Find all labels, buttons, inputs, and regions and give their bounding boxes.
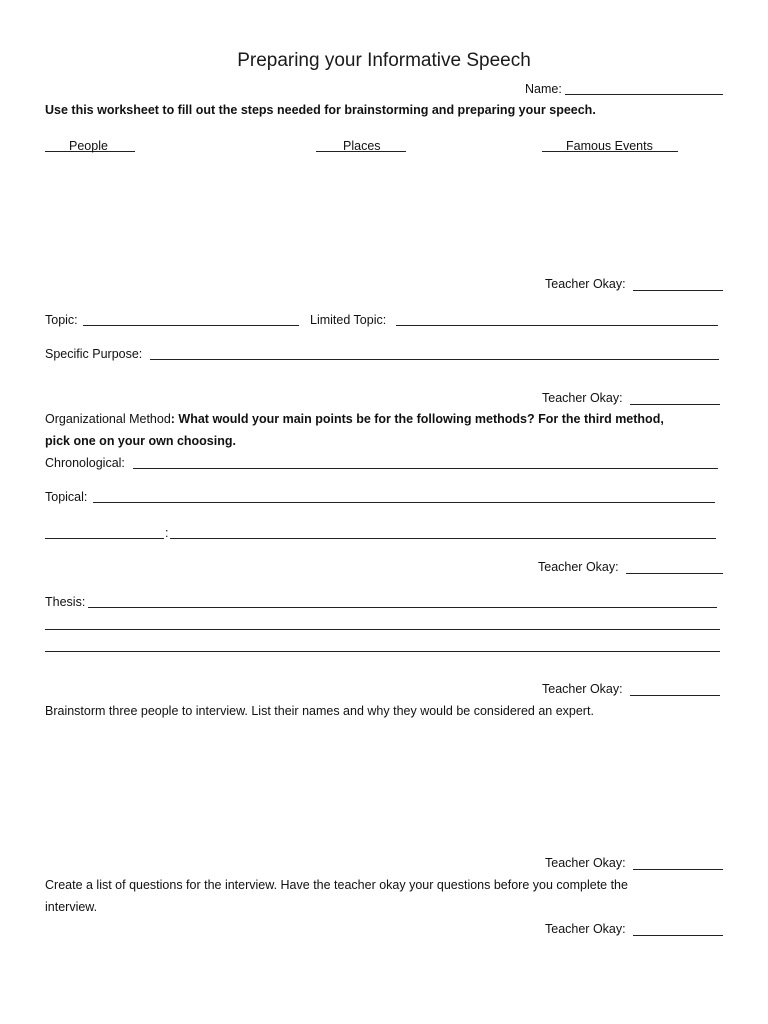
name-field-label: Name:	[525, 82, 562, 96]
org-method-prompt	[45, 412, 664, 426]
famous-events-heading: Famous Events	[566, 139, 653, 153]
teacher-okay-line[interactable]	[633, 935, 723, 936]
teacher-okay-line[interactable]	[626, 573, 723, 574]
custom-method-line[interactable]	[170, 538, 716, 539]
custom-method-colon: :	[165, 526, 169, 540]
teacher-okay-line[interactable]	[630, 695, 720, 696]
thesis-line-1[interactable]	[88, 607, 717, 608]
places-heading: Places	[343, 139, 381, 153]
topical-line[interactable]	[93, 502, 715, 503]
limited-topic-line[interactable]	[396, 325, 718, 326]
specific-purpose-line[interactable]	[150, 359, 719, 360]
page-title: Preparing your Informative Speech	[237, 50, 531, 71]
teacher-okay-line[interactable]	[633, 869, 723, 870]
questions-instructions-line-2: interview.	[45, 900, 98, 914]
thesis-line-2[interactable]	[45, 629, 720, 630]
teacher-okay-label: Teacher Okay:	[545, 922, 626, 936]
chronological-label: Chronological:	[45, 456, 125, 470]
custom-method-name-line[interactable]	[45, 538, 164, 539]
teacher-okay-label: Teacher Okay:	[542, 682, 623, 696]
intro-instructions: Use this worksheet to fill out the steps needed for brainstorming and preparing your speech.	[45, 103, 596, 117]
teacher-okay-label: Teacher Okay:	[542, 391, 623, 405]
teacher-okay-line[interactable]	[630, 404, 720, 405]
teacher-okay-label: Teacher Okay:	[545, 856, 626, 870]
questions-instructions-line-1: Create a list of questions for the interview. Have the teacher okay your questions before you complete the	[45, 878, 628, 892]
topic-label: Topic:	[45, 313, 78, 327]
thesis-line-3[interactable]	[45, 651, 720, 652]
teacher-okay-label: Teacher Okay:	[538, 560, 619, 574]
thesis-label: Thesis:	[45, 595, 86, 609]
specific-purpose-label: Specific Purpose:	[45, 347, 143, 361]
topical-label: Topical:	[45, 490, 88, 504]
org-method-question: : What would your main points be for the following methods? For the third method,	[170, 412, 664, 426]
topic-line[interactable]	[83, 325, 299, 326]
brainstorm-instructions: Brainstorm three people to interview. List their names and why they would be considered an expert.	[45, 704, 594, 718]
chronological-line[interactable]	[133, 468, 718, 469]
name-field-line[interactable]	[565, 94, 723, 95]
teacher-okay-label: Teacher Okay:	[545, 277, 626, 291]
org-method-question-cont: pick one on your own choosing.	[45, 434, 236, 448]
teacher-okay-line[interactable]	[633, 290, 723, 291]
people-heading: People	[69, 139, 108, 153]
limited-topic-label: Limited Topic:	[310, 313, 387, 327]
org-method-label: Organizational Method	[45, 412, 171, 426]
